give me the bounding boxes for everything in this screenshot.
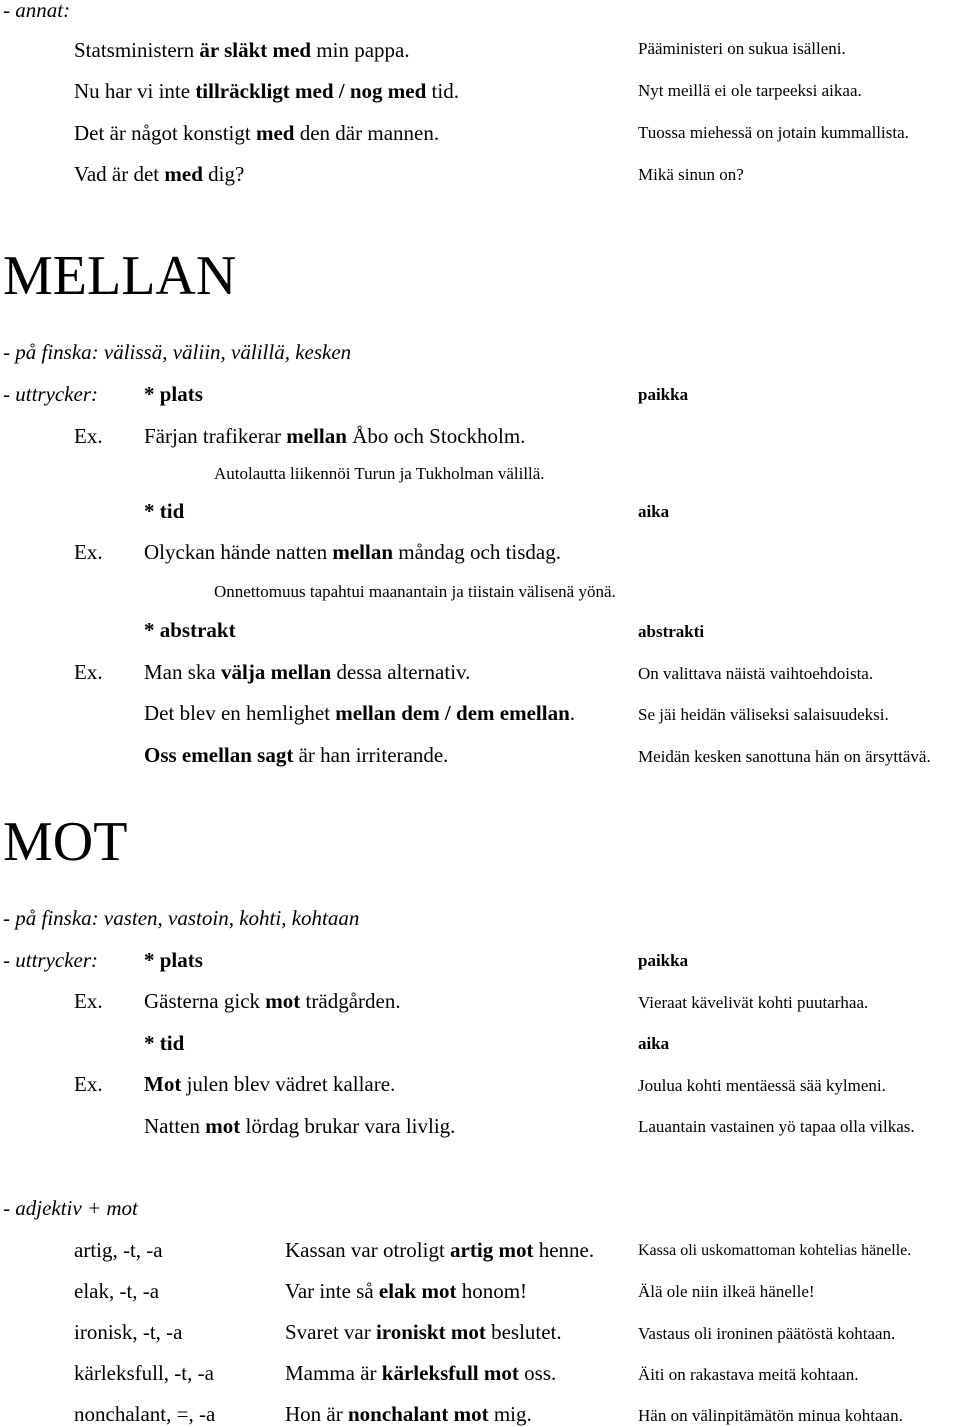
mellan-plats-example: Färjan trafikerar mellan Åbo och Stockholm. <box>144 424 526 448</box>
mellan-heading: MELLAN <box>3 245 237 307</box>
adj-word-3: ironisk, -t, -a <box>74 1320 183 1344</box>
mot-tid-example-1: Mot julen blev vädret kallare. <box>144 1072 396 1096</box>
annat-translation-3: Tuossa miehessä on jotain kummallista. <box>638 123 909 142</box>
adj-translation-3: Vastaus oli ironinen päätöstä kohtaan. <box>638 1324 896 1343</box>
mellan-abstrakt-example-1: Man ska välja mellan dessa alternativ. <box>144 660 471 684</box>
adj-translation-2: Älä ole niin ilkeä hänelle! <box>638 1282 815 1301</box>
mot-adjektiv-label: - adjektiv + mot <box>3 1196 138 1220</box>
mellan-tid-example: Olyckan hände natten mellan måndag och tisdag. <box>144 540 561 564</box>
adj-example-5: Hon är nonchalant mot mig. <box>285 1402 532 1426</box>
mot-tid-label: * tid <box>144 1031 185 1055</box>
adj-translation-1: Kassa oli uskomattoman kohtelias hänelle. <box>638 1242 912 1259</box>
annat-sentence-4: Vad är det med dig? <box>74 162 245 186</box>
adj-translation-4: Äiti on rakastava meitä kohtaan. <box>638 1365 859 1384</box>
mellan-abstrakt-ex-label: Ex. <box>74 660 103 684</box>
mot-tid-fi: aika <box>638 1034 670 1053</box>
adj-translation-5: Hän on välinpitämätön minua kohtaan. <box>638 1406 903 1425</box>
mellan-abstrakt-label: * abstrakt <box>144 618 236 642</box>
mot-plats-translation: Vieraat kävelivät kohti puutarhaa. <box>638 993 869 1012</box>
mellan-abstrakt-example-3: Oss emellan sagt är han irriterande. <box>144 743 449 767</box>
annat-sentence-1: Statsministern är släkt med min pappa. <box>74 38 410 62</box>
annat-sentence-3: Det är något konstigt med den där mannen. <box>74 121 440 145</box>
mot-plats-label: * plats <box>144 948 203 972</box>
mellan-plats-translation: Autolautta liikennöi Turun ja Tukholman välillä. <box>214 464 545 483</box>
mellan-abstrakt-example-2: Det blev en hemlighet mellan dem / dem emellan. <box>144 701 575 725</box>
adj-word-2: elak, -t, -a <box>74 1279 160 1303</box>
mellan-abstrakt-translation-3: Meidän kesken sanottuna hän on ärsyttävä. <box>638 747 931 766</box>
mellan-tid-translation: Onnettomuus tapahtui maanantain ja tiistain välisenä yönä. <box>214 582 616 601</box>
mellan-abstrakt-translation-1: On valittava näistä vaihtoehdoista. <box>638 664 874 683</box>
mot-plats-ex-label: Ex. <box>74 989 103 1013</box>
mot-tid-ex-label: Ex. <box>74 1072 103 1096</box>
annat-translation-1: Pääministeri on sukua isälleni. <box>638 39 846 58</box>
mot-plats-example: Gästerna gick mot trädgården. <box>144 989 401 1013</box>
annat-label: - annat: <box>3 0 71 22</box>
mot-tid-translation-1: Joulua kohti mentäessä sää kylmeni. <box>638 1076 886 1095</box>
adj-word-5: nonchalant, =, -a <box>74 1402 216 1426</box>
mot-heading: MOT <box>3 811 128 873</box>
mellan-tid-fi: aika <box>638 502 670 521</box>
mellan-abstrakt-translation-2: Se jäi heidän väliseksi salaisuudeksi. <box>638 705 889 724</box>
adj-example-3: Svaret var ironiskt mot beslutet. <box>285 1320 562 1344</box>
mellan-abstrakt-fi: abstrakti <box>638 622 705 641</box>
mot-tid-example-2: Natten mot lördag brukar vara livlig. <box>144 1114 456 1138</box>
mellan-plats-label: * plats <box>144 382 203 406</box>
adj-example-4: Mamma är kärleksfull mot oss. <box>285 1361 557 1385</box>
mot-finska: - på finska: vasten, vastoin, kohti, kohtaan <box>3 906 360 930</box>
mellan-finska: - på finska: välissä, väliin, välillä, kesken <box>3 340 352 364</box>
adj-example-1: Kassan var otroligt artig mot henne. <box>285 1238 595 1262</box>
adj-word-1: artig, -t, -a <box>74 1238 163 1262</box>
mot-tid-translation-2: Lauantain vastainen yö tapaa olla vilkas. <box>638 1117 915 1136</box>
adj-word-4: kärleksfull, -t, -a <box>74 1361 214 1385</box>
annat-sentence-2: Nu har vi inte tillräckligt med / nog med tid. <box>74 79 459 103</box>
mellan-plats-fi: paikka <box>638 385 689 404</box>
mellan-tid-ex-label: Ex. <box>74 540 103 564</box>
mellan-uttrycker-label: - uttrycker: <box>3 382 99 406</box>
adj-example-2: Var inte så elak mot honom! <box>285 1279 528 1303</box>
mellan-plats-ex-label: Ex. <box>74 424 103 448</box>
mellan-tid-label: * tid <box>144 499 185 523</box>
annat-translation-4: Mikä sinun on? <box>638 165 744 184</box>
mot-uttrycker-label: - uttrycker: <box>3 948 99 972</box>
mot-plats-fi: paikka <box>638 951 689 970</box>
annat-translation-2: Nyt meillä ei ole tarpeeksi aikaa. <box>638 81 862 100</box>
